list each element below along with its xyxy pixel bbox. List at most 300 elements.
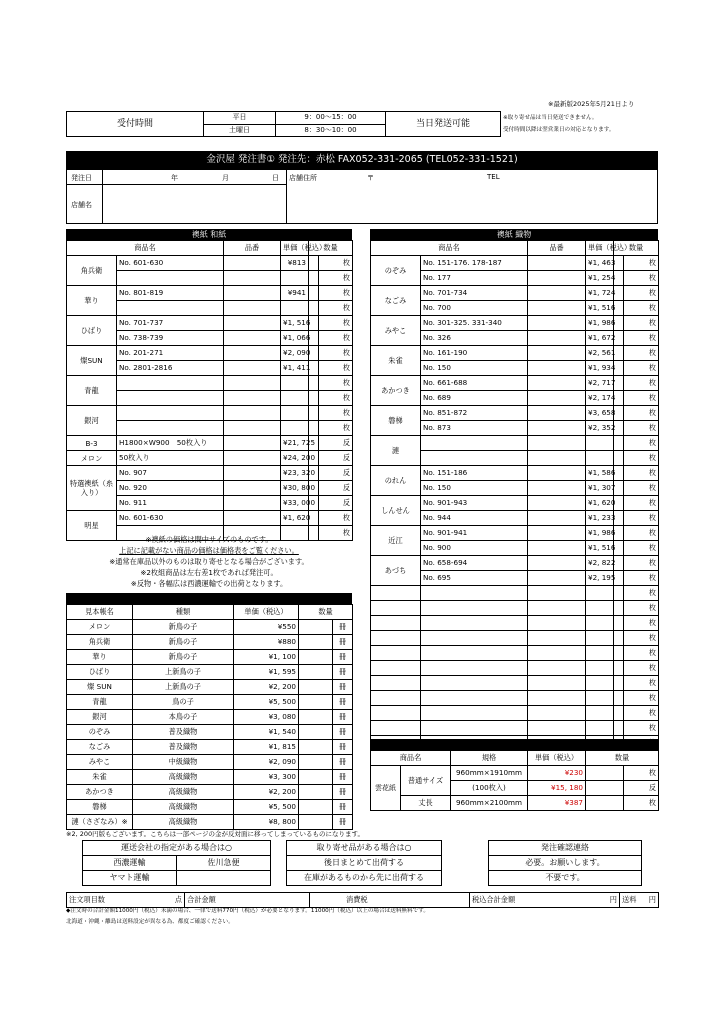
sample-book-qty-input[interactable] bbox=[299, 800, 333, 815]
orimono-blank-cell[interactable] bbox=[371, 676, 421, 691]
orimono-product-name: しんせん bbox=[371, 496, 421, 526]
sample-book-kind: 高級織物 bbox=[133, 815, 234, 830]
washi-row bbox=[67, 436, 353, 451]
unryu-table bbox=[370, 750, 659, 811]
washi-product-name: 燦SUN bbox=[67, 346, 117, 376]
orimono-code: No. 658-694 bbox=[421, 556, 528, 571]
sample-book-price: ¥2, 090 bbox=[234, 755, 299, 770]
orimono-blank-cell[interactable] bbox=[371, 661, 421, 676]
orimono-price: ¥2, 195 bbox=[586, 571, 614, 586]
orimono-blank-row[interactable] bbox=[371, 616, 659, 631]
sample-book-row bbox=[67, 740, 353, 755]
orimono-blank-cell[interactable] bbox=[614, 721, 624, 736]
orimono-unit: 枚 bbox=[624, 436, 659, 451]
sample-book-unit: 冊 bbox=[333, 770, 353, 785]
orimono-hinban bbox=[528, 496, 586, 511]
order-info bbox=[66, 169, 658, 224]
orimono-price: ¥2, 352 bbox=[586, 421, 614, 436]
orimono-blank-cell[interactable] bbox=[371, 631, 421, 646]
washi-code bbox=[117, 421, 224, 436]
orimono-header: 数量 bbox=[614, 241, 659, 256]
sample-book-unit: 冊 bbox=[333, 710, 353, 725]
sample-book-price: ¥1, 815 bbox=[234, 740, 299, 755]
orimono-blank-cell[interactable] bbox=[586, 706, 614, 721]
orimono-code: No. 151-186 bbox=[421, 466, 528, 481]
sample-book-header: 種類 bbox=[133, 605, 234, 620]
orimono-header: 品番 bbox=[528, 241, 586, 256]
orimono-blank-row[interactable] bbox=[371, 721, 659, 736]
unryu-price: ¥15, 180 bbox=[528, 781, 586, 796]
orimono-blank-cell[interactable] bbox=[421, 601, 528, 616]
orimono-row bbox=[371, 346, 659, 361]
orimono-blank-cell[interactable] bbox=[421, 706, 528, 721]
sample-book-row bbox=[67, 665, 353, 680]
orimono-unit: 枚 bbox=[624, 481, 659, 496]
washi-qty-input[interactable] bbox=[309, 376, 319, 391]
orimono-blank-cell[interactable] bbox=[421, 616, 528, 631]
unryu-qty[interactable] bbox=[586, 766, 624, 781]
orimono-blank-cell[interactable] bbox=[421, 676, 528, 691]
sample-book-name: 銀河 bbox=[67, 710, 133, 725]
sample-book-row bbox=[67, 635, 353, 650]
sample-book-qty-input[interactable] bbox=[299, 695, 333, 710]
orimono-hinban bbox=[528, 421, 586, 436]
orimono-blank-cell[interactable] bbox=[614, 661, 624, 676]
orimono-price: ¥1, 672 bbox=[586, 331, 614, 346]
orimono-hinban bbox=[528, 346, 586, 361]
orimono-product-name: あかつき bbox=[371, 376, 421, 406]
sample-book-unit: 冊 bbox=[333, 620, 353, 635]
washi-price: ¥21, 725 bbox=[281, 436, 309, 451]
washi-code bbox=[117, 376, 224, 391]
washi-product-name: 明星 bbox=[67, 511, 117, 541]
orimono-price: ¥1, 307 bbox=[586, 481, 614, 496]
orimono-unit: 枚 bbox=[624, 721, 659, 736]
orimono-code bbox=[421, 436, 528, 451]
orimono-blank-cell[interactable] bbox=[371, 601, 421, 616]
orimono-blank-cell[interactable] bbox=[528, 601, 586, 616]
washi-code: 50枚入り bbox=[117, 451, 224, 466]
postal-mark: 〒 bbox=[367, 174, 374, 182]
orimono-code: No. 150 bbox=[421, 481, 528, 496]
orimono-code: No. 700 bbox=[421, 301, 528, 316]
orimono-hinban bbox=[528, 406, 586, 421]
sample-book-unit: 冊 bbox=[333, 680, 353, 695]
orimono-blank-cell[interactable] bbox=[586, 661, 614, 676]
washi-qty-input[interactable] bbox=[309, 271, 319, 286]
orimono-unit: 枚 bbox=[624, 331, 659, 346]
orimono-code: No. 161-190 bbox=[421, 346, 528, 361]
orimono-blank-cell[interactable] bbox=[528, 676, 586, 691]
washi-unit: 枚 bbox=[319, 256, 353, 271]
sample-book-row bbox=[67, 770, 353, 785]
backorder-option[interactable]: 後日まとめて出荷する bbox=[287, 856, 442, 871]
orimono-blank-cell[interactable] bbox=[528, 616, 586, 631]
unryu-qty[interactable] bbox=[586, 796, 624, 811]
sample-book-name: メロン bbox=[67, 620, 133, 635]
sample-book-row bbox=[67, 725, 353, 740]
washi-hinban bbox=[224, 496, 281, 511]
orimono-product-name: のれん bbox=[371, 466, 421, 496]
order-title: 金沢屋 発注書① 発注先：赤松 FAX052-331-2065 (TEL052-331-1521) bbox=[66, 151, 658, 169]
washi-unit: 枚 bbox=[319, 346, 353, 361]
orimono-blank-cell[interactable] bbox=[371, 706, 421, 721]
orimono-product-name: なごみ bbox=[371, 286, 421, 316]
washi-unit: 枚 bbox=[319, 406, 353, 421]
orimono-blank-cell[interactable] bbox=[371, 646, 421, 661]
washi-hinban bbox=[224, 451, 281, 466]
orimono-blank-cell[interactable] bbox=[614, 646, 624, 661]
orimono-row bbox=[371, 466, 659, 481]
washi-row bbox=[67, 316, 353, 331]
washi-hinban bbox=[224, 436, 281, 451]
unryu-spec: (100枚入) bbox=[451, 781, 528, 796]
orimono-product-name: 近江 bbox=[371, 526, 421, 556]
washi-code: No. 738-739 bbox=[117, 331, 224, 346]
orimono-unit: 枚 bbox=[624, 301, 659, 316]
unryu-unit: 反 bbox=[624, 781, 659, 796]
sample-book-kind: 中級織物 bbox=[133, 755, 234, 770]
washi-qty-input[interactable] bbox=[309, 406, 319, 421]
washi-price bbox=[281, 376, 309, 391]
sample-book-row bbox=[67, 800, 353, 815]
orimono-price: ¥1, 986 bbox=[586, 316, 614, 331]
sample-book-kind: 鳥の子 bbox=[133, 695, 234, 710]
washi-price bbox=[281, 301, 309, 316]
orimono-code: No. 873 bbox=[421, 421, 528, 436]
sample-book-header: 見本帳名 bbox=[67, 605, 133, 620]
same-day-label: 当日発送可能 bbox=[386, 112, 501, 137]
washi-unit: 枚 bbox=[319, 421, 353, 436]
washi-product-name: 華り bbox=[67, 286, 117, 316]
order-date-label: 発注日 bbox=[71, 174, 92, 182]
items-unit: 点 bbox=[174, 895, 182, 905]
washi-qty-input[interactable] bbox=[309, 256, 319, 271]
carrier-option[interactable] bbox=[177, 871, 271, 886]
sample-book-row bbox=[67, 755, 353, 770]
orimono-blank-cell[interactable] bbox=[371, 616, 421, 631]
washi-unit: 枚 bbox=[319, 331, 353, 346]
orimono-row bbox=[371, 286, 659, 301]
washi-code: No. 911 bbox=[117, 496, 224, 511]
washi-price bbox=[281, 406, 309, 421]
orimono-blank-row[interactable] bbox=[371, 646, 659, 661]
sample-book-row bbox=[67, 650, 353, 665]
orimono-blank-cell[interactable] bbox=[528, 721, 586, 736]
store-address-label: 店舗住所 bbox=[289, 174, 317, 182]
orimono-unit: 枚 bbox=[624, 391, 659, 406]
orimono-qty-input[interactable] bbox=[614, 436, 624, 451]
orimono-blank-row[interactable] bbox=[371, 691, 659, 706]
washi-price: ¥941 bbox=[281, 286, 309, 301]
items-count-label: 注文項目数 bbox=[69, 895, 105, 905]
washi-hinban bbox=[224, 271, 281, 286]
sample-book-qty-input[interactable] bbox=[299, 620, 333, 635]
orimono-header: 単価（税込） bbox=[586, 241, 614, 256]
orimono-unit: 枚 bbox=[624, 376, 659, 391]
unryu-header: 数量 bbox=[586, 751, 659, 766]
sample-book-bar bbox=[66, 593, 352, 604]
sample-book-qty-input[interactable] bbox=[299, 680, 333, 695]
sample-book-qty-input[interactable] bbox=[299, 650, 333, 665]
orimono-hinban bbox=[528, 301, 586, 316]
washi-code bbox=[117, 271, 224, 286]
orimono-blank-cell[interactable] bbox=[586, 616, 614, 631]
washi-price: ¥1, 066 bbox=[281, 331, 309, 346]
orimono-qty-input[interactable] bbox=[614, 451, 624, 466]
orimono-product-name: のぞみ bbox=[371, 256, 421, 286]
washi-hinban bbox=[224, 331, 281, 346]
orimono-unit: 枚 bbox=[624, 286, 659, 301]
orimono-blank-cell[interactable] bbox=[614, 586, 624, 601]
sample-book-name: なごみ bbox=[67, 740, 133, 755]
sample-book-qty-input[interactable] bbox=[299, 785, 333, 800]
tel-label: TEL bbox=[487, 173, 500, 181]
orimono-blank-cell[interactable] bbox=[528, 691, 586, 706]
orimono-blank-cell[interactable] bbox=[528, 706, 586, 721]
orimono-unit: 枚 bbox=[624, 691, 659, 706]
orimono-blank-cell[interactable] bbox=[421, 661, 528, 676]
orimono-header: 商品名 bbox=[371, 241, 528, 256]
orimono-code: No. 944 bbox=[421, 511, 528, 526]
orimono-row bbox=[371, 556, 659, 571]
orimono-price: ¥2, 174 bbox=[586, 391, 614, 406]
orimono-blank-cell[interactable] bbox=[371, 691, 421, 706]
orimono-blank-cell[interactable] bbox=[614, 691, 624, 706]
sample-book-header: 数量 bbox=[299, 605, 353, 620]
washi-price: ¥24, 200 bbox=[281, 451, 309, 466]
sample-book-unit: 冊 bbox=[333, 800, 353, 815]
orimono-hinban bbox=[528, 316, 586, 331]
sample-book-price: ¥2, 200 bbox=[234, 785, 299, 800]
orimono-blank-cell[interactable] bbox=[586, 676, 614, 691]
sample-book-header: 単価（税込） bbox=[234, 605, 299, 620]
sample-book-unit: 冊 bbox=[333, 740, 353, 755]
orimono-blank-cell[interactable] bbox=[421, 646, 528, 661]
washi-unit: 枚 bbox=[319, 526, 353, 541]
orimono-blank-row[interactable] bbox=[371, 586, 659, 601]
washi-code: H1800×W900 50枚入り bbox=[117, 436, 224, 451]
sample-book-row bbox=[67, 785, 353, 800]
reception-day: 平日 bbox=[204, 112, 276, 125]
washi-code: No. 2801-2816 bbox=[117, 361, 224, 376]
orimono-price: ¥1, 620 bbox=[586, 496, 614, 511]
orimono-blank-cell[interactable] bbox=[421, 721, 528, 736]
washi-hinban bbox=[224, 511, 281, 526]
orimono-blank-cell[interactable] bbox=[371, 721, 421, 736]
washi-qty-input[interactable] bbox=[309, 286, 319, 301]
sample-book-qty-input[interactable] bbox=[299, 740, 333, 755]
unryu-qty[interactable] bbox=[586, 781, 624, 796]
washi-hinban bbox=[224, 301, 281, 316]
washi-qty-input[interactable] bbox=[309, 421, 319, 436]
sample-book-row bbox=[67, 620, 353, 635]
sample-book-kind: 高級織物 bbox=[133, 770, 234, 785]
orimono-code: No. 689 bbox=[421, 391, 528, 406]
orimono-hinban bbox=[528, 286, 586, 301]
washi-hinban bbox=[224, 376, 281, 391]
sample-book-qty-input[interactable] bbox=[299, 635, 333, 650]
orimono-code: No. 151-176. 178-187 bbox=[421, 256, 528, 271]
sample-book-price: ¥3, 080 bbox=[234, 710, 299, 725]
washi-code bbox=[117, 301, 224, 316]
sample-book-unit: 冊 bbox=[333, 695, 353, 710]
sample-book-name: みやこ bbox=[67, 755, 133, 770]
edition-note: ※最新版2025年5月21日より bbox=[548, 100, 635, 108]
washi-price bbox=[281, 421, 309, 436]
orimono-blank-cell[interactable] bbox=[586, 721, 614, 736]
washi-row bbox=[67, 466, 353, 481]
orimono-row bbox=[371, 376, 659, 391]
unryu-type: 普通サイズ bbox=[401, 766, 451, 796]
sample-book-kind: 高級織物 bbox=[133, 785, 234, 800]
orimono-blank-cell[interactable] bbox=[614, 601, 624, 616]
washi-unit: 反 bbox=[319, 466, 353, 481]
carrier-option[interactable]: 西濃運輸 bbox=[83, 856, 177, 871]
orimono-hinban bbox=[528, 436, 586, 451]
orimono-blank-cell[interactable] bbox=[586, 646, 614, 661]
sample-book-price: ¥1, 595 bbox=[234, 665, 299, 680]
orimono-price: ¥1, 934 bbox=[586, 361, 614, 376]
order-month-label: 月 bbox=[222, 174, 229, 182]
sample-book-qty-input[interactable] bbox=[299, 710, 333, 725]
sample-book-row bbox=[67, 695, 353, 710]
reception-time: 9：00～15：00 bbox=[276, 112, 386, 125]
orimono-hinban bbox=[528, 511, 586, 526]
total-yen: 円 bbox=[609, 895, 617, 905]
washi-qty-input[interactable] bbox=[309, 301, 319, 316]
orimono-code: No. 901-941 bbox=[421, 526, 528, 541]
washi-code: No. 907 bbox=[117, 466, 224, 481]
sample-book-price: ¥8, 800 bbox=[234, 815, 299, 830]
sample-book-row bbox=[67, 710, 353, 725]
orimono-blank-cell[interactable] bbox=[614, 676, 624, 691]
orimono-product-name: あづち bbox=[371, 556, 421, 586]
reception-day: 土曜日 bbox=[204, 124, 276, 137]
sample-book-kind: 上新鳥の子 bbox=[133, 680, 234, 695]
unryu-header: 規格 bbox=[451, 751, 528, 766]
orimono-code: No. 661-688 bbox=[421, 376, 528, 391]
sample-book-name: 漣（さざなみ）※ bbox=[67, 815, 133, 830]
orimono-row bbox=[371, 316, 659, 331]
orimono-blank-cell[interactable] bbox=[528, 631, 586, 646]
sample-book-qty-input[interactable] bbox=[299, 725, 333, 740]
washi-unit: 枚 bbox=[319, 391, 353, 406]
orimono-code: No. 900 bbox=[421, 541, 528, 556]
total-label: 税込合計金額 bbox=[472, 895, 516, 905]
orimono-blank-cell[interactable] bbox=[586, 691, 614, 706]
order-year-label: 年 bbox=[171, 174, 178, 182]
orimono-unit: 枚 bbox=[624, 676, 659, 691]
orimono-blank-cell[interactable] bbox=[528, 646, 586, 661]
washi-hinban bbox=[224, 286, 281, 301]
unryu-label: 雲花紙 bbox=[371, 766, 401, 811]
reception-time: 8：30～10：00 bbox=[276, 124, 386, 137]
washi-hinban bbox=[224, 346, 281, 361]
orimono-blank-row[interactable] bbox=[371, 676, 659, 691]
sample-book-name: あかつき bbox=[67, 785, 133, 800]
orimono-blank-cell[interactable] bbox=[586, 631, 614, 646]
confirm-option[interactable]: 必要。お願いします。 bbox=[489, 856, 642, 871]
backorder-option[interactable]: 在庫があるものから先に出荷する bbox=[287, 871, 442, 886]
orimono-blank-cell[interactable] bbox=[528, 586, 586, 601]
orimono-blank-cell[interactable] bbox=[586, 601, 614, 616]
washi-row bbox=[67, 286, 353, 301]
orimono-row bbox=[371, 526, 659, 541]
orimono-price: ¥1, 986 bbox=[586, 526, 614, 541]
orimono-code bbox=[421, 451, 528, 466]
washi-price: ¥30, 800 bbox=[281, 481, 309, 496]
orimono-blank-row[interactable] bbox=[371, 601, 659, 616]
washi-qty-input[interactable] bbox=[309, 391, 319, 406]
confirm-option[interactable]: 不要です。 bbox=[489, 871, 642, 886]
sample-book-unit: 冊 bbox=[333, 815, 353, 830]
sample-book-name: 華り bbox=[67, 650, 133, 665]
orimono-code: No. 901-943 bbox=[421, 496, 528, 511]
orimono-hinban bbox=[528, 541, 586, 556]
orimono-blank-cell[interactable] bbox=[614, 631, 624, 646]
washi-price: ¥1, 411 bbox=[281, 361, 309, 376]
orimono-unit: 枚 bbox=[624, 601, 659, 616]
sample-book-row bbox=[67, 815, 353, 830]
confirm-box bbox=[488, 840, 642, 886]
orimono-blank-cell[interactable] bbox=[421, 631, 528, 646]
orimono-blank-cell[interactable] bbox=[614, 616, 624, 631]
orimono-blank-cell[interactable] bbox=[421, 691, 528, 706]
orimono-code: No. 695 bbox=[421, 571, 528, 586]
washi-unit: 反 bbox=[319, 481, 353, 496]
carrier-option[interactable]: ヤマト運輸 bbox=[83, 871, 177, 886]
orimono-blank-cell[interactable] bbox=[421, 586, 528, 601]
washi-product-name: メロン bbox=[67, 451, 117, 466]
sample-book-qty-input[interactable] bbox=[299, 755, 333, 770]
sample-book-unit: 冊 bbox=[333, 725, 353, 740]
sample-book-unit: 冊 bbox=[333, 785, 353, 800]
washi-unit: 枚 bbox=[319, 376, 353, 391]
carrier-option[interactable]: 佐川急便 bbox=[177, 856, 271, 871]
orimono-unit: 枚 bbox=[624, 271, 659, 286]
orimono-price: ¥1, 516 bbox=[586, 301, 614, 316]
washi-note: ※襖紙の価格は間中サイズのものです。 bbox=[145, 535, 273, 544]
sample-book-qty-input[interactable] bbox=[299, 665, 333, 680]
sample-book-table bbox=[66, 604, 353, 830]
orimono-blank-row[interactable] bbox=[371, 631, 659, 646]
orimono-blank-cell[interactable] bbox=[528, 661, 586, 676]
orimono-blank-cell[interactable] bbox=[586, 586, 614, 601]
orimono-blank-row[interactable] bbox=[371, 661, 659, 676]
orimono-blank-row[interactable] bbox=[371, 706, 659, 721]
orimono-unit: 枚 bbox=[624, 316, 659, 331]
orimono-hinban bbox=[528, 256, 586, 271]
washi-notes bbox=[66, 534, 352, 589]
sample-book-qty-input[interactable] bbox=[299, 770, 333, 785]
shipping-cell[interactable] bbox=[620, 893, 659, 908]
washi-hinban bbox=[224, 316, 281, 331]
washi-row bbox=[67, 376, 353, 391]
orimono-blank-cell[interactable] bbox=[371, 586, 421, 601]
orimono-blank-cell[interactable] bbox=[614, 706, 624, 721]
confirm-title: 発注確認連絡 bbox=[489, 841, 642, 856]
sample-book-name: 青龍 bbox=[67, 695, 133, 710]
order-day-label: 日 bbox=[272, 174, 279, 182]
washi-price: ¥23, 320 bbox=[281, 466, 309, 481]
washi-row bbox=[67, 406, 353, 421]
sample-book-qty-input[interactable] bbox=[299, 815, 333, 830]
washi-table bbox=[66, 240, 353, 541]
total-cell[interactable] bbox=[470, 893, 620, 908]
reception-note: ※取り寄せ品は当日発送できません。 bbox=[503, 114, 598, 121]
washi-note: 上記に記載がない商品の価格は価格表をご覧ください。 bbox=[119, 546, 299, 555]
